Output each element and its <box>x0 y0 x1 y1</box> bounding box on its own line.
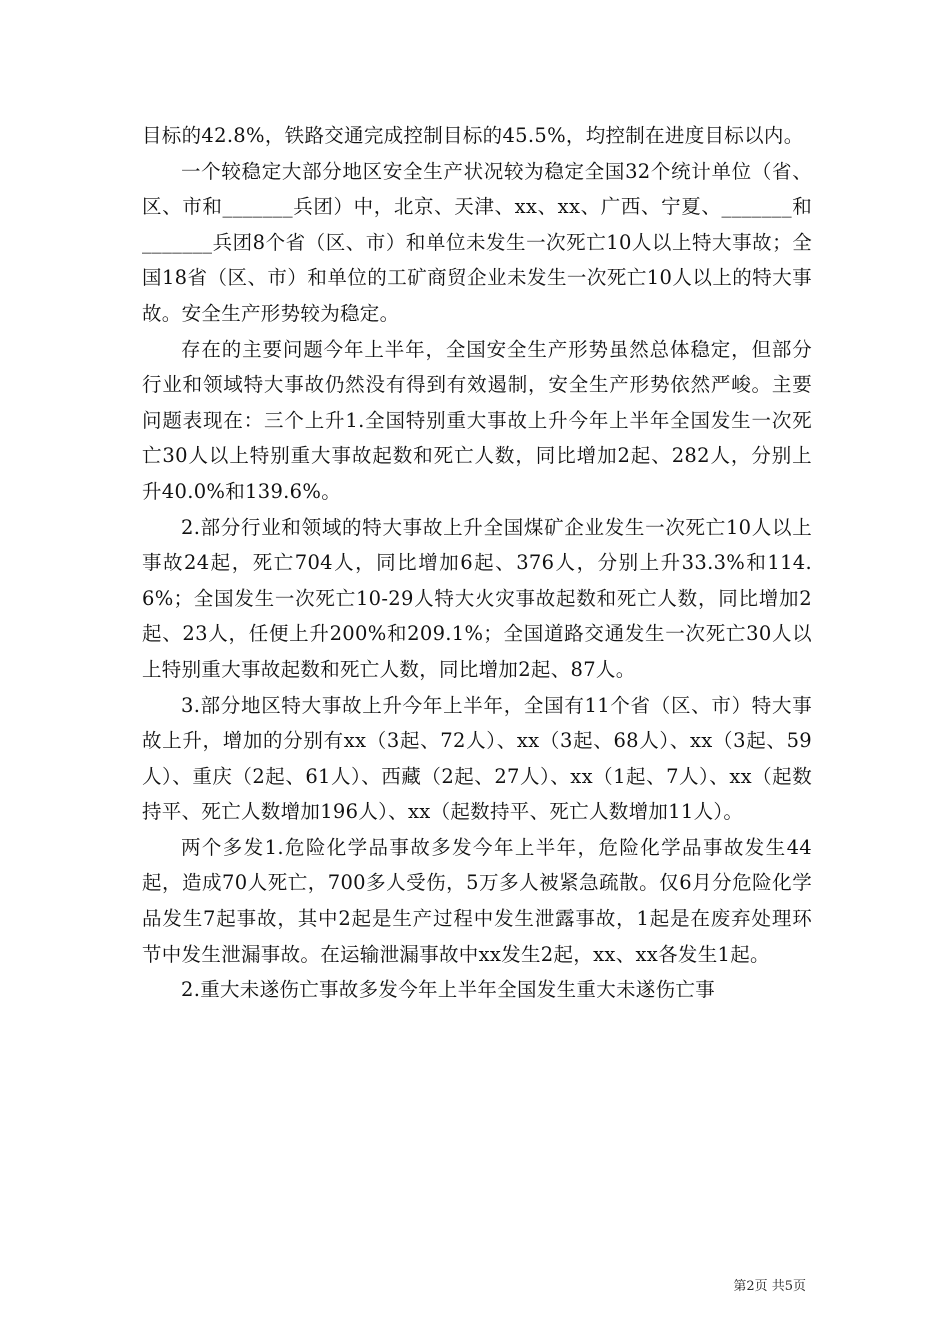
paragraph-continuation: 目标的42.8%，铁路交通完成控制目标的45.5%，均控制在进度目标以内。 <box>142 124 804 147</box>
page-number-footer: 第2页 共5页 <box>733 1279 806 1294</box>
paragraph-regional-accidents: 3.部分地区特大事故上升今年上半年，全国有11个省（区、市）特大事故上升，增加的分别有xx（3起、72人）、xx（3起、68人）、xx（3起、59人）、重庆（2起、61人）、西藏（2起、27人）、xx（1起、7人）、xx（起数持平、死亡人数增加196人）、xx（起数持平、死亡人数增加11人）。 <box>142 693 812 824</box>
paragraph-stable-regions: 一个较稳定大部分地区安全生产状况较为稳定全国32个统计单位（省、区、市和_______兵团）中，北京、天津、xx、xx、广西、宁夏、_______和_______兵团8个省（区、市）和单位未发生一次死亡10人以上特大事故；全国18省（区、市）和单位的工矿商贸企业未发生一次死亡10人以上的特大事故。安全生产形势较为稳定。 <box>142 159 812 325</box>
paragraph-main-problems: 存在的主要问题今年上半年，全国安全生产形势虽然总体稳定，但部分行业和领域特大事故仍然没有得到有效遏制，安全生产形势依然严峻。主要问题表现在：三个上升1.全国特别重大事故上升今年上半年全国发生一次死亡30人以上特别重大事故起数和死亡人数，同比增加2起、282人，分别上升40.0%和139.6%。 <box>142 337 812 503</box>
paragraph-hazardous-chemicals: 两个多发1.危险化学品事故多发今年上半年，危险化学品事故发生44起，造成70人死亡，700多人受伤，5万多人被紧急疏散。仅6月分危险化学品发生7起事故，其中2起是生产过程中发生泄露事故，1起是在废弃处理环节中发生泄漏事故。在运输泄漏事故中xx发生2起，xx、xx各发生1起。 <box>142 835 812 966</box>
document-body <box>142 118 812 1008</box>
paragraph-near-miss: 2.重大未遂伤亡事故多发今年上半年全国发生重大未遂伤亡事 <box>181 978 716 1002</box>
paragraph-industry-accidents: 2.部分行业和领域的特大事故上升全国煤矿企业发生一次死亡10人以上事故24起，死亡704人，同比增加6起、376人，分别上升33.3%和114.6%；全国发生一次死亡10-29人特大火灾事故起数和死亡人数，同比增加2起、23人，任便上升200%和209.1%；全国道路交通发生一次死亡30人以上特别重大事故起数和死亡人数，同比增加2起、87人。 <box>142 515 812 681</box>
